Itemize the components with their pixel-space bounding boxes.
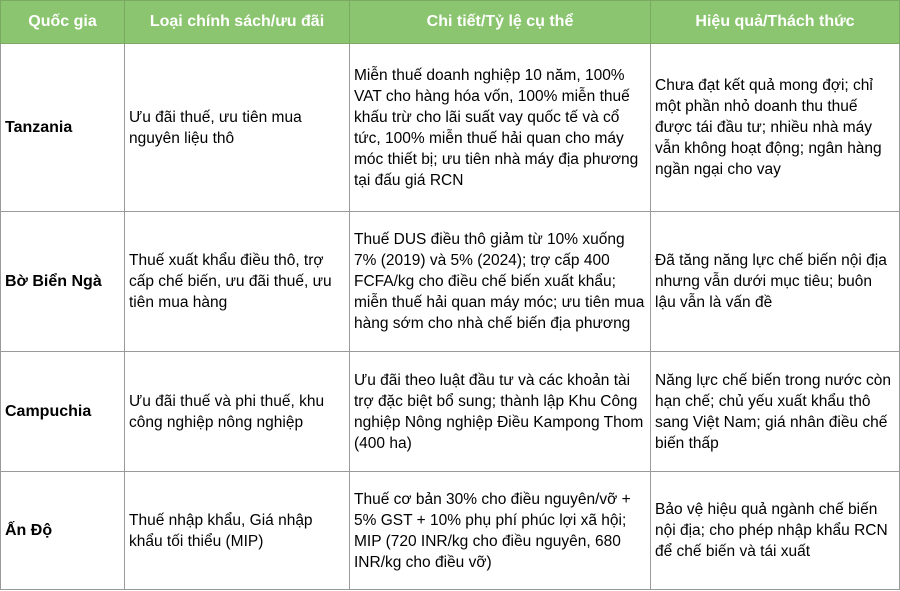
policy-cell: Ưu đãi thuế, ưu tiên mua nguyên liệu thô <box>125 44 350 212</box>
details-cell: Miễn thuế doanh nghiệp 10 năm, 100% VAT cho hàng hóa vốn, 100% miễn thuế khấu trừ cho lãi suất vay quốc tế và cổ tức, 100% miễn thuế hải quan cho máy móc thiết bị; ưu tiên nhà máy địa phương tại đấu giá RCN <box>350 44 651 212</box>
policy-cell: Thuế nhập khẩu, Giá nhập khẩu tối thiểu (MIP) <box>125 472 350 590</box>
header-country: Quốc gia <box>1 1 125 44</box>
effect-cell: Bảo vệ hiệu quả ngành chế biến nội địa; cho phép nhập khẩu RCN để chế biến và tái xuất <box>651 472 900 590</box>
details-cell: Thuế cơ bản 30% cho điều nguyên/vỡ + 5% GST + 10% phụ phí phúc lợi xã hội; MIP (720 INR/kg cho điều nguyên, 680 INR/kg cho điều vỡ) <box>350 472 651 590</box>
effect-cell: Chưa đạt kết quả mong đợi; chỉ một phần nhỏ doanh thu thuế được tái đầu tư; nhiều nhà máy vẫn không hoạt động; ngân hàng ngần ngại cho vay <box>651 44 900 212</box>
table-row <box>1 352 900 472</box>
header-details: Chi tiết/Tỷ lệ cụ thể <box>350 1 651 44</box>
effect-cell: Năng lực chế biến trong nước còn hạn chế; chủ yếu xuất khẩu thô sang Việt Nam; giá nhân điều chế biến thấp <box>651 352 900 472</box>
header-row <box>1 1 900 44</box>
country-cell: Ấn Độ <box>1 472 125 590</box>
policy-cell: Thuế xuất khẩu điều thô, trợ cấp chế biến, ưu đãi thuế, ưu tiên mua hàng <box>125 212 350 352</box>
table-row <box>1 212 900 352</box>
header-policy-type: Loại chính sách/ưu đãi <box>125 1 350 44</box>
country-cell: Bờ Biển Ngà <box>1 212 125 352</box>
effect-cell: Đã tăng năng lực chế biến nội địa nhưng vẫn dưới mục tiêu; buôn lậu vẫn là vấn đề <box>651 212 900 352</box>
details-cell: Ưu đãi theo luật đầu tư và các khoản tài trợ đặc biệt bổ sung; thành lập Khu Công nghiệp Nông nghiệp Điều Kampong Thom (400 ha) <box>350 352 651 472</box>
country-cell: Campuchia <box>1 352 125 472</box>
header-effect: Hiệu quả/Thách thức <box>651 1 900 44</box>
table-row <box>1 44 900 212</box>
table-row <box>1 472 900 590</box>
country-cell: Tanzania <box>1 44 125 212</box>
policy-cell: Ưu đãi thuế và phi thuế, khu công nghiệp nông nghiệp <box>125 352 350 472</box>
details-cell: Thuế DUS điều thô giảm từ 10% xuống 7% (2019) và 5% (2024); trợ cấp 400 FCFA/kg cho điều chế biến xuất khẩu; miễn thuế hải quan máy móc; ưu tiên mua hàng sớm cho nhà chế biến địa phương <box>350 212 651 352</box>
